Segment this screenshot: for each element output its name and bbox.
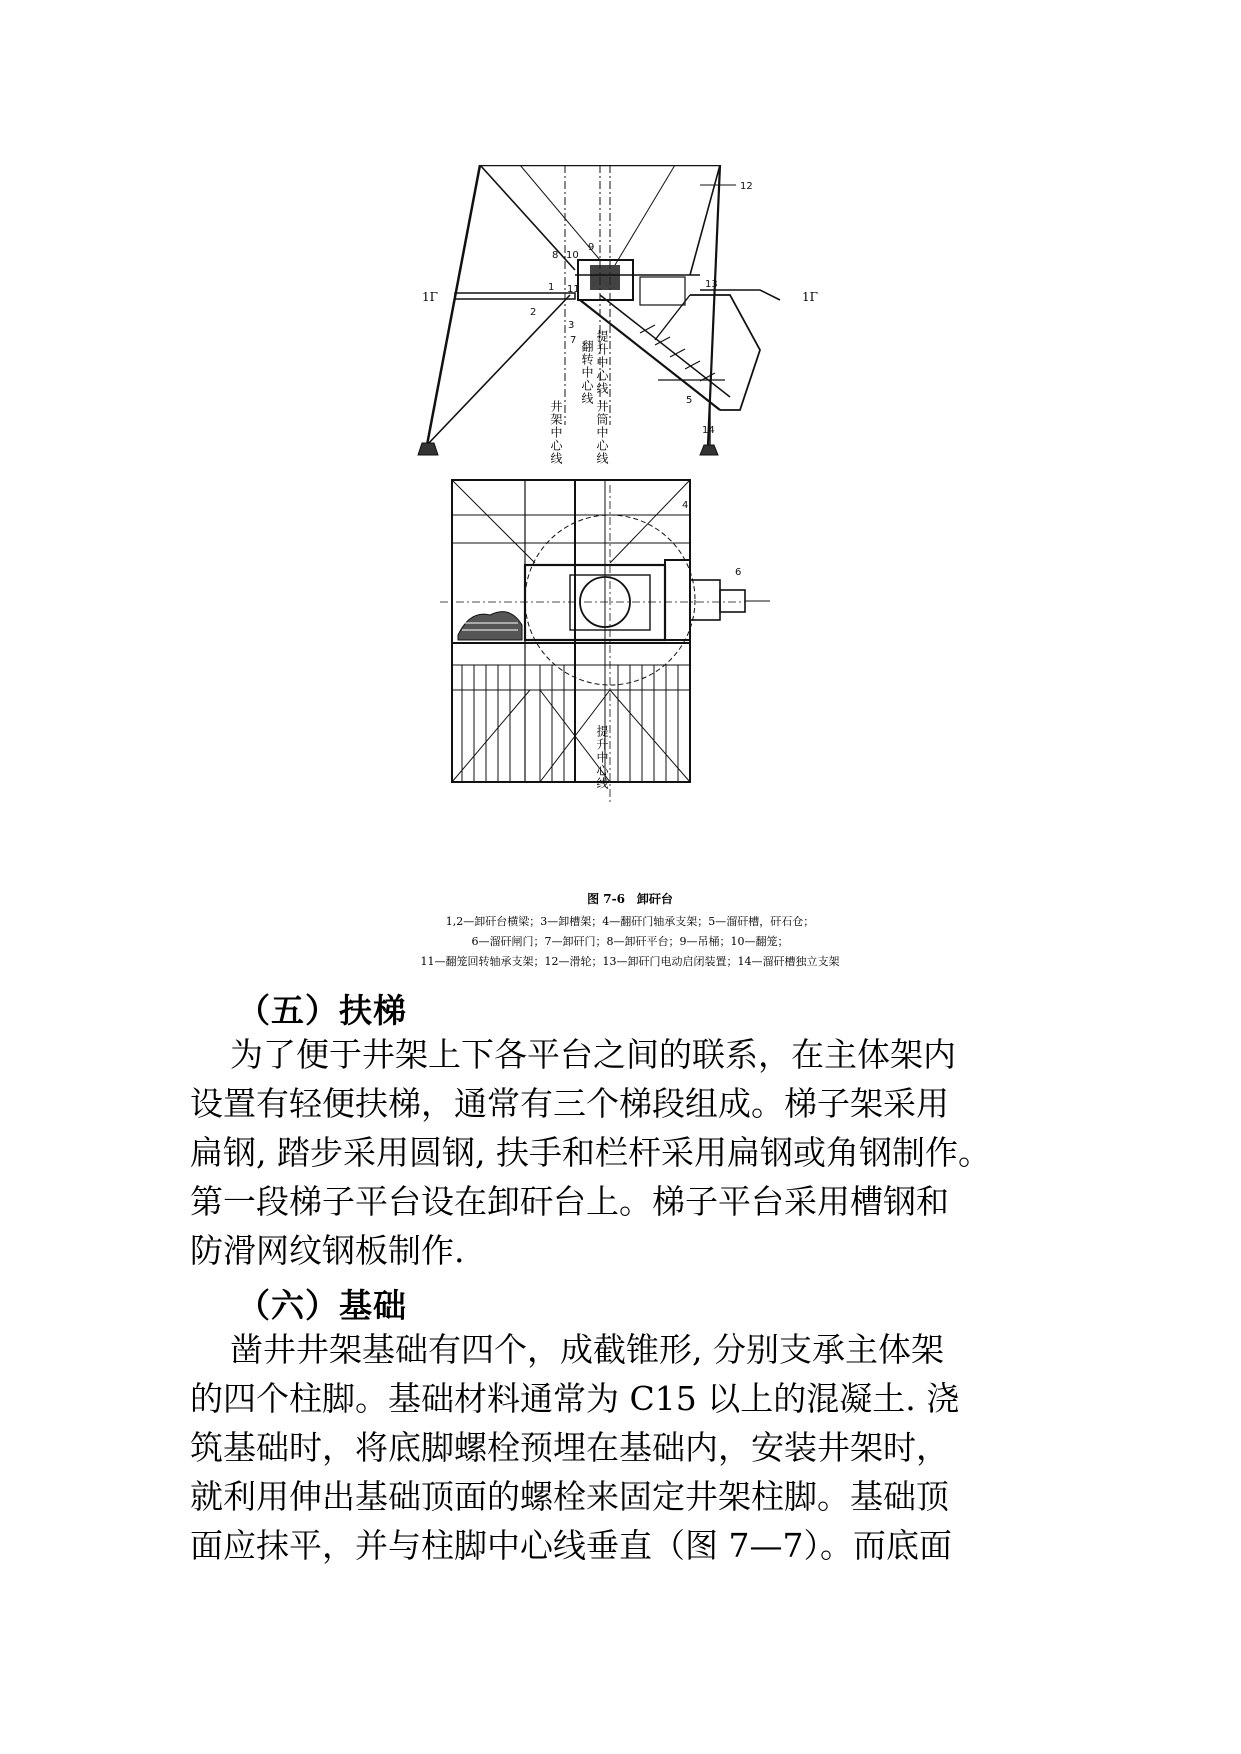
part-number: 12 <box>740 181 753 192</box>
figure-legend-line: 6—溜矸闸门；7—卸矸门；8—卸矸平台；9—吊桶；10—翻笼； <box>471 935 789 948</box>
paragraph-ladder <box>190 1030 1090 1275</box>
part-number: 8 <box>552 250 559 261</box>
part-number: 7 <box>570 335 577 346</box>
text-line: 为了便于井架上下各平台之间的联系，在主体架内 <box>230 1035 956 1074</box>
part-number: 9 <box>588 242 595 253</box>
paragraph-foundation <box>190 1325 1090 1570</box>
text-line: 的四个柱脚。基础材料通常为 C15 以上的混凝土. 浇 <box>190 1379 960 1418</box>
text-line: 筑基础时，将底脚螺栓预埋在基础内，安装井架时， <box>190 1428 949 1467</box>
part-number: 3 <box>568 320 575 331</box>
label-well-center: 井筒中心线 <box>595 400 609 465</box>
part-number: 2 <box>530 307 537 318</box>
text-line: 第一段梯子平台设在卸矸台上。梯子平台采用槽钢和 <box>190 1182 949 1221</box>
text-line: 扁钢, 踏步采用圆钢, 扶手和栏杆采用扁钢或角钢制作。 <box>190 1133 991 1172</box>
figure-legend-line: 1,2—卸矸台横梁；3—卸槽架；4—翻矸门轴承支架；5—溜矸槽，矸石仓； <box>445 915 815 928</box>
figure-title: 图 7-6 卸矸台 <box>587 892 673 906</box>
label-shaft-center: 提升中心线 <box>595 330 609 395</box>
part-number: 14 <box>702 425 715 436</box>
engineering-drawing <box>400 165 860 885</box>
figure-legend-line: 11—翻笼回转轴承支架；12—滑轮；13—卸矸门电动启闭装置；14—溜矸槽独立支架 <box>420 955 840 968</box>
part-number: 1 <box>548 282 555 293</box>
part-number: 4 <box>682 500 689 511</box>
section-heading-foundation: （六）基础 <box>237 1286 407 1325</box>
text-line: 凿井井架基础有四个，成截锥形, 分别支承主体架 <box>230 1330 944 1369</box>
section-heading-ladder: （五）扶梯 <box>237 991 407 1030</box>
part-number: 10 <box>566 250 579 261</box>
text-line: 就利用伸出基础顶面的螺栓来固定井架柱脚。基础顶 <box>190 1477 949 1516</box>
label-frame-center: 井架中心线 <box>549 400 563 465</box>
unloading-platform-figure <box>400 165 860 980</box>
label-shaft-center-lower: 提升中心线 <box>595 725 609 790</box>
part-number: 13 <box>705 279 718 290</box>
mark-right: 1Γ <box>802 290 818 304</box>
part-number: 5 <box>686 395 693 406</box>
part-number: 6 <box>735 567 742 578</box>
text-line: 面应抹平，并与柱脚中心线垂直（图 7—7）。而底面 <box>190 1526 952 1565</box>
text-line: 设置有轻便扶梯，通常有三个梯段组成。梯子架采用 <box>190 1084 949 1123</box>
part-number: 11 <box>567 284 580 295</box>
mark-left: 1Γ <box>422 290 438 304</box>
text-line: 防滑网纹钢板制作. <box>190 1231 465 1270</box>
label-tip-center: 翻转中心线 <box>580 340 594 405</box>
